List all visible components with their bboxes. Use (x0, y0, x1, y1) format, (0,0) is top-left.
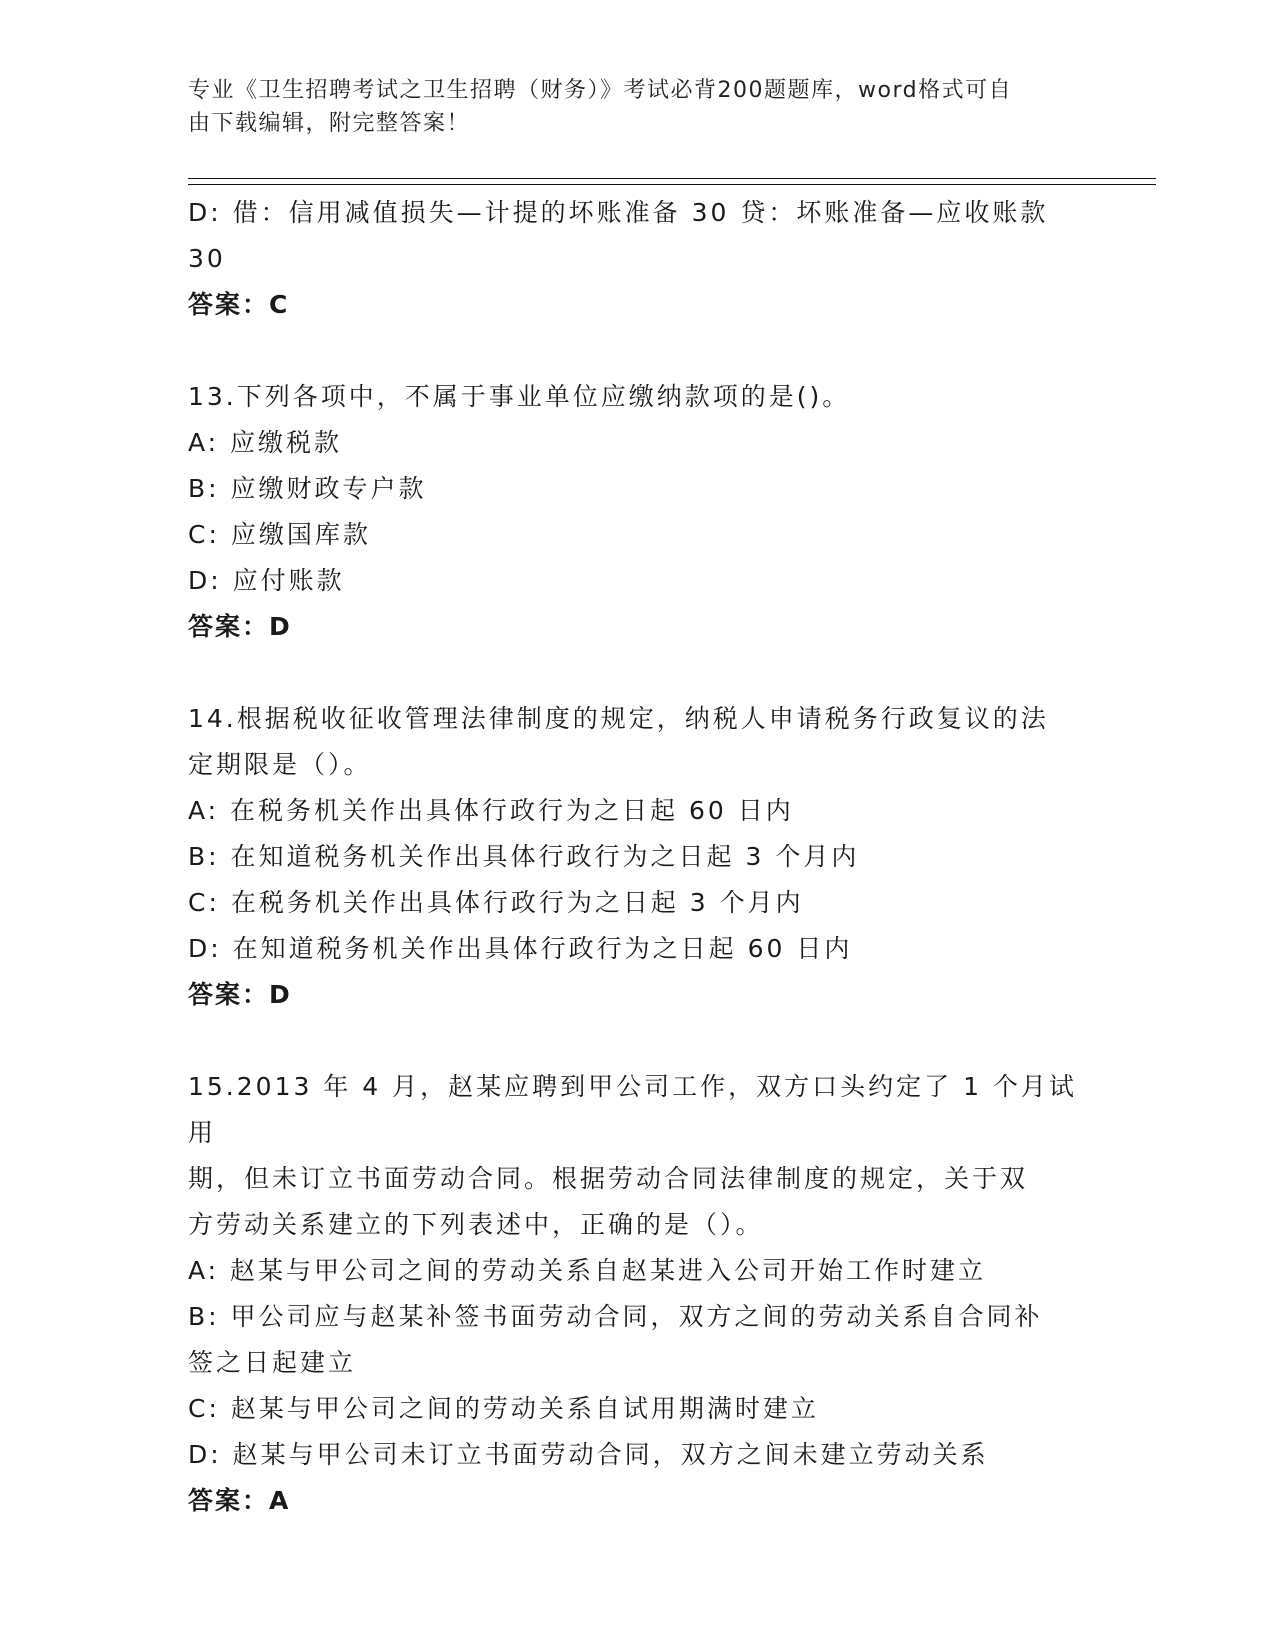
option-a: A: 在税务机关作出具体行政行为之日起 60 日内 (188, 796, 794, 825)
header-line-1: 专业《卫生招聘考试之卫生招聘（财务）》考试必背200题题库，word格式可自 (188, 78, 1013, 103)
question-stem-line-2: 定期限是（）。 (188, 750, 372, 779)
option-b: B: 应缴财政专户款 (188, 474, 427, 503)
spacer (188, 328, 1088, 374)
option-d-line-1: D: 借：信用减值损失—计提的坏账准备 30 贷：坏账准备—应收账款 (188, 198, 1049, 227)
question-stem-line-1: 15.2013 年 4 月，赵某应聘到甲公司工作，双方口头约定了 1 个月试用 (188, 1072, 1077, 1147)
option-c: C: 在税务机关作出具体行政行为之日起 3 个月内 (188, 888, 804, 917)
option-a: A: 应缴税款 (188, 428, 343, 457)
answer-line: 答案：C (188, 290, 290, 319)
question-content (188, 190, 1088, 1524)
header-divider (188, 178, 1156, 185)
document-header (188, 74, 1088, 140)
question-15 (188, 1064, 1088, 1524)
spacer (188, 650, 1088, 696)
question-stem-line-3: 方劳动关系建立的下列表述中，正确的是（）。 (188, 1210, 764, 1239)
option-b: B: 在知道税务机关作出具体行政行为之日起 3 个月内 (188, 842, 860, 871)
question-14 (188, 696, 1088, 1018)
question-stem-line-2: 期，但未订立书面劳动合同。根据劳动合同法律制度的规定，关于双 (188, 1164, 1029, 1193)
answer-line: 答案：D (188, 980, 292, 1009)
question-stem: 13.下列各项中，不属于事业单位应缴纳款项的是()。 (188, 382, 851, 411)
question-13 (188, 374, 1088, 650)
header-line-2: 由下载编辑，附完整答案！ (188, 111, 471, 136)
option-d: D: 赵某与甲公司未订立书面劳动合同，双方之间未建立劳动关系 (188, 1440, 989, 1469)
spacer (188, 1018, 1088, 1064)
answer-line: 答案：A (188, 1486, 291, 1515)
option-b-line-2: 签之日起建立 (188, 1348, 357, 1377)
option-c: C: 应缴国库款 (188, 520, 371, 549)
question-stem-line-1: 14.根据税收征收管理法律制度的规定，纳税人申请税务行政复议的法 (188, 704, 1049, 733)
option-d-line-2: 30 (188, 244, 226, 273)
option-a: A: 赵某与甲公司之间的劳动关系自赵某进入公司开始工作时建立 (188, 1256, 987, 1285)
option-d: D: 在知道税务机关作出具体行政行为之日起 60 日内 (188, 934, 853, 963)
option-d: D: 应付账款 (188, 566, 345, 595)
option-b-line-1: B: 甲公司应与赵某补签书面劳动合同，双方之间的劳动关系自合同补 (188, 1302, 1043, 1331)
option-c: C: 赵某与甲公司之间的劳动关系自试用期满时建立 (188, 1394, 819, 1423)
answer-line: 答案：D (188, 612, 292, 641)
